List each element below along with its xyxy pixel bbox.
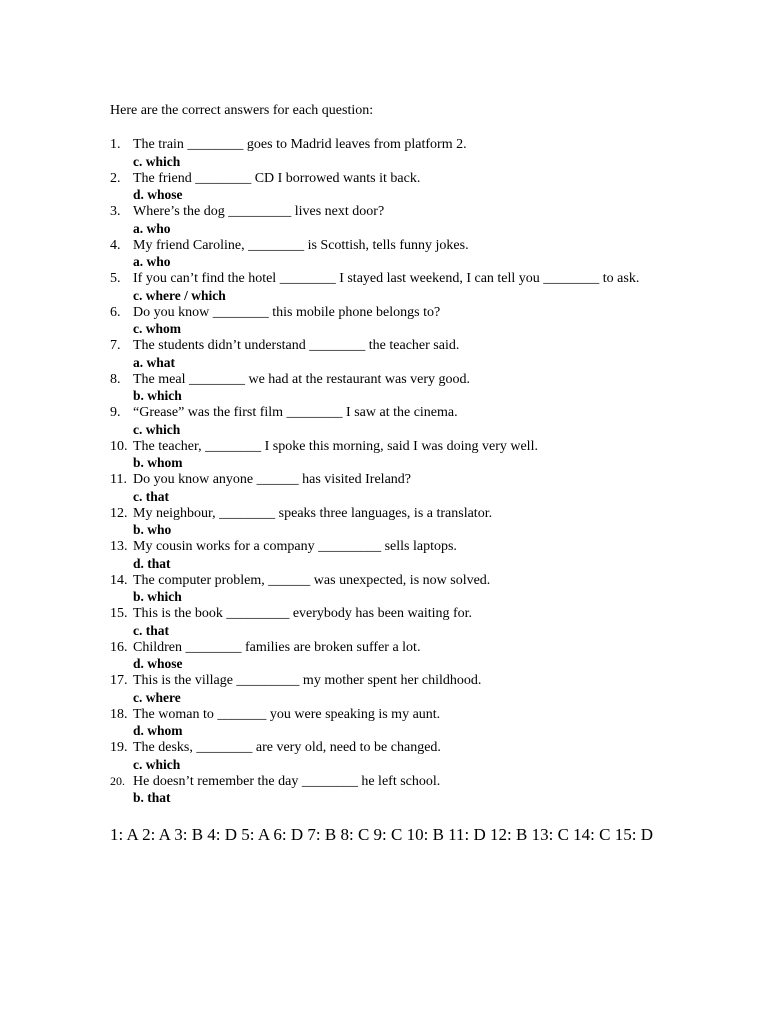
question-text: Do you know anyone ______ has visited Ireland?: [133, 472, 411, 487]
question-number: 16.: [110, 639, 128, 655]
question-item: [110, 337, 750, 371]
question-item: [110, 505, 750, 539]
question-item: [110, 170, 750, 204]
question-text: The desks, ________ are very old, need to be changed.: [133, 740, 441, 755]
question-item: [110, 773, 750, 807]
answer-text: d. whom: [133, 723, 183, 738]
question-item: [110, 572, 750, 606]
question-number: 12.: [110, 505, 128, 521]
question-item: [110, 404, 750, 438]
answer-text: d. whose: [133, 187, 183, 202]
answer-text: b. that: [133, 790, 171, 805]
question-list: [110, 136, 750, 806]
answer-text: b. who: [133, 522, 172, 537]
answer-text: c. which: [133, 756, 181, 772]
question-number: 13.: [110, 539, 128, 554]
intro-text: Here are the correct answers for each question:: [110, 103, 374, 118]
question-item: [110, 639, 750, 673]
question-number: 17.: [110, 673, 128, 688]
answer-text: a. what: [133, 354, 176, 370]
question-item: [110, 237, 750, 271]
question-number: 4.: [110, 237, 121, 253]
question-number: 11.: [110, 472, 127, 487]
question-text: The students didn’t understand ________ the teacher said.: [133, 338, 460, 353]
question-text: The computer problem, ______ was unexpected, is now solved.: [133, 572, 491, 588]
question-text: The friend ________ CD I borrowed wants it back.: [133, 170, 421, 186]
answer-text: b. which: [133, 589, 182, 604]
question-number: 5.: [110, 271, 121, 286]
question-item: [110, 538, 750, 572]
answer-text: c. which: [133, 153, 181, 169]
question-item: [110, 471, 750, 505]
answer-text: c. where: [133, 689, 181, 705]
question-number: 6.: [110, 304, 121, 320]
answer-text: c. that: [133, 622, 169, 638]
question-number: 1.: [110, 137, 121, 152]
question-text: The woman to _______ you were speaking is my aunt.: [133, 706, 441, 722]
answer-text: c. where / which: [133, 287, 226, 303]
question-text: The meal ________ we had at the restaurant was very good.: [133, 371, 471, 387]
question-number: 7.: [110, 338, 121, 353]
question-item: [110, 739, 750, 773]
answer-text: c. that: [133, 488, 169, 504]
question-number: 3.: [110, 204, 121, 219]
question-text: My cousin works for a company _________ sells laptops.: [133, 539, 457, 554]
question-number: 19.: [110, 740, 128, 755]
question-item: [110, 304, 750, 338]
question-text: The train ________ goes to Madrid leaves from platform 2.: [133, 137, 467, 152]
question-item: [110, 203, 750, 237]
question-item: [110, 605, 750, 639]
answer-text: a. who: [133, 220, 171, 236]
question-number: 9.: [110, 405, 121, 420]
question-text: Children ________ families are broken suffer a lot.: [133, 639, 421, 655]
question-number: 8.: [110, 371, 121, 387]
question-item: [110, 136, 750, 170]
question-text: “Grease” was the first film ________ I saw at the cinema.: [133, 405, 458, 420]
question-text: The teacher, ________ I spoke this morning, said I was doing very well.: [133, 438, 538, 454]
answer-text: c. which: [133, 421, 181, 437]
question-text: My friend Caroline, ________ is Scottish, tells funny jokes.: [133, 237, 469, 253]
question-text: My neighbour, ________ speaks three languages, is a translator.: [133, 505, 493, 521]
question-number: 10.: [110, 438, 128, 454]
question-text: Where’s the dog _________ lives next door?: [133, 204, 385, 219]
answer-text: d. that: [133, 555, 171, 571]
question-text: If you can’t find the hotel ________ I stayed last weekend, I can tell you ________ to ask.: [133, 271, 640, 286]
question-number: 20.: [110, 773, 125, 788]
question-number: 14.: [110, 572, 128, 588]
question-item: [110, 706, 750, 740]
question-text: Do you know ________ this mobile phone belongs to?: [133, 304, 441, 320]
answer-text: b. whom: [133, 455, 183, 470]
question-number: 15.: [110, 606, 128, 621]
question-item: [110, 371, 750, 405]
answer-text: d. whose: [133, 656, 183, 671]
question-number: 2.: [110, 170, 121, 186]
answer-text: a. who: [133, 254, 171, 269]
question-item: [110, 438, 750, 472]
question-text: This is the village _________ my mother spent her childhood.: [133, 673, 482, 688]
answer-text: c. whom: [133, 321, 181, 336]
question-text: He doesn’t remember the day ________ he left school.: [133, 773, 441, 789]
question-text: This is the book _________ everybody has been waiting for.: [133, 606, 473, 621]
question-item: [110, 270, 750, 304]
answer-text: b. which: [133, 388, 182, 403]
question-number: 18.: [110, 706, 128, 722]
question-item: [110, 672, 750, 706]
answer-summary: 1: A 2: A 3: B 4: D 5: A 6: D 7: B 8: C 9: C 10: B 11: D 12: B 13: C 14: C 15: D: [110, 825, 653, 844]
